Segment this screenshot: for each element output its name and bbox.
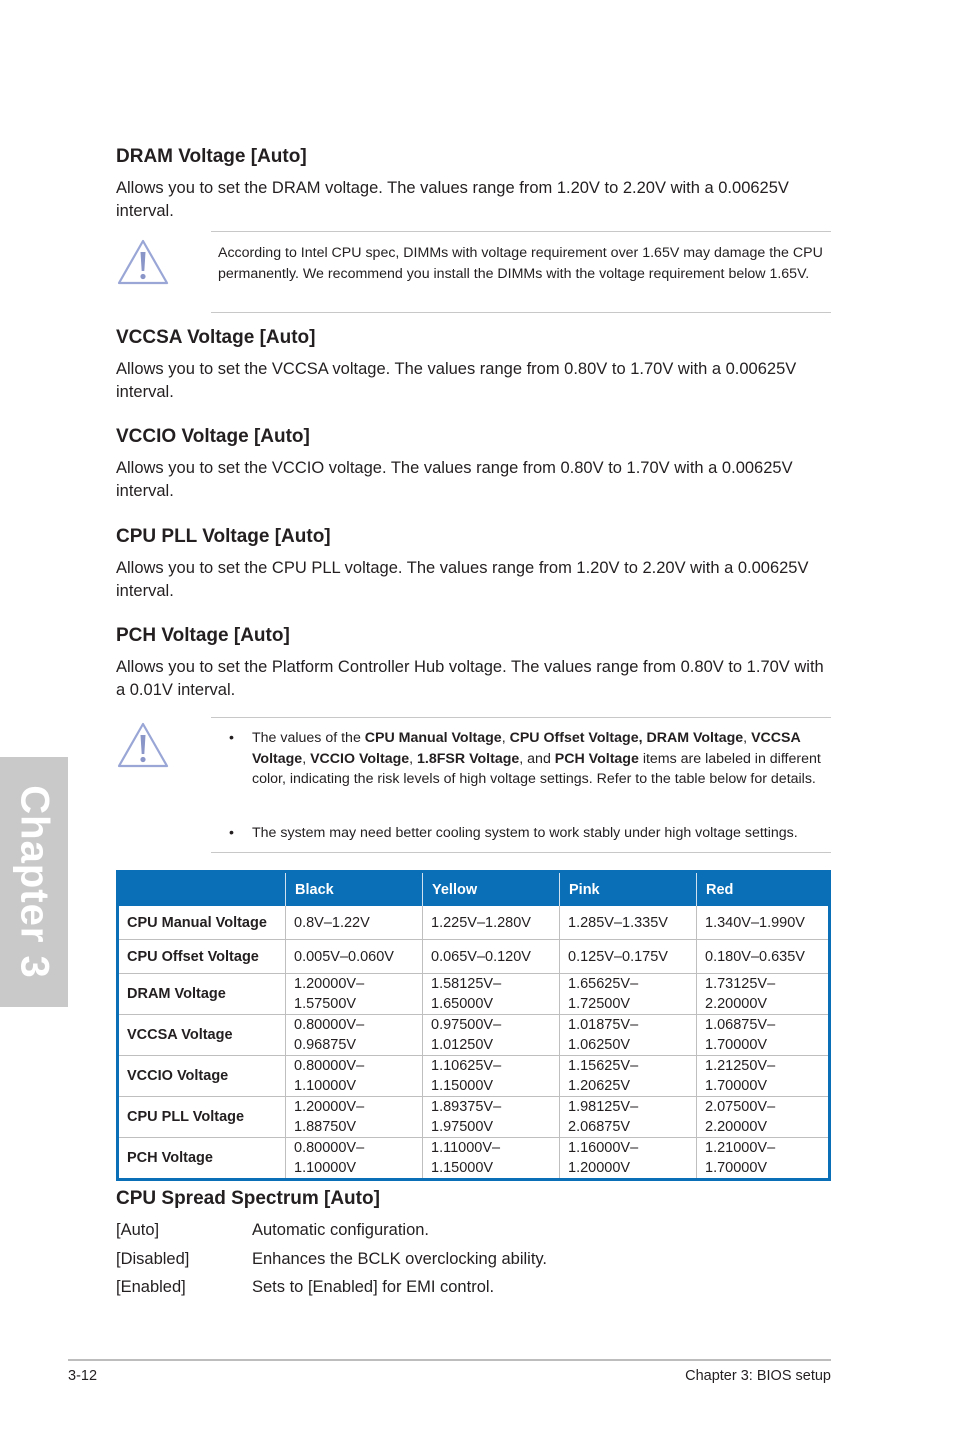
cpu-spread-spectrum-heading: CPU Spread Spectrum [Auto] bbox=[116, 1188, 380, 1209]
table-cell: 0.065V–0.120V bbox=[423, 940, 560, 974]
warning-triangle-icon bbox=[116, 721, 170, 769]
table-cell: 1.16000V– 1.20000V bbox=[560, 1138, 697, 1178]
table-row bbox=[119, 906, 828, 940]
table-header-cell bbox=[119, 873, 286, 906]
bullet-1: • bbox=[229, 730, 234, 746]
row-label: VCCSA Voltage bbox=[119, 1015, 286, 1056]
dram-voltage-description: Allows you to set the DRAM voltage. The values range from 1.20V to 2.20V with a 0.00625V interval. bbox=[116, 179, 789, 220]
table-row bbox=[119, 974, 828, 1015]
row-label: CPU PLL Voltage bbox=[119, 1097, 286, 1138]
table-cell: 2.07500V– 2.20000V bbox=[697, 1097, 828, 1138]
row-label: CPU Manual Voltage bbox=[119, 906, 286, 940]
table-cell: 1.58125V– 1.65000V bbox=[423, 974, 560, 1015]
cpu-pll-voltage-heading: CPU PLL Voltage [Auto] bbox=[116, 526, 331, 547]
note-dimm-voltage-text: According to Intel CPU spec, DIMMs with voltage requirement over 1.65V may damage the CPU permanently. We recommend you install the DIMMs with the voltage requirement below 1.65V. bbox=[218, 245, 823, 282]
row-label: PCH Voltage bbox=[119, 1138, 286, 1178]
note-strong-part: VCCIO Voltage bbox=[310, 750, 410, 767]
vccsa-voltage-heading: VCCSA Voltage [Auto] bbox=[116, 327, 316, 348]
note-strong-part: 1.8FSR Voltage bbox=[417, 750, 520, 767]
note-dimm-voltage bbox=[211, 231, 831, 313]
note-strong-part: CPU Offset Voltage, DRAM Voltage bbox=[509, 730, 744, 746]
option-description: Automatic configuration. bbox=[252, 1221, 430, 1239]
note-text-part: items are labeled in different color, indicating the risk levels of high voltage settings. Refer to the table below for details. bbox=[252, 750, 821, 787]
table-cell: 1.15625V– 1.20625V bbox=[560, 1056, 697, 1097]
row-label: VCCIO Voltage bbox=[119, 1056, 286, 1097]
chapter-tab-label: Chapter 3 bbox=[12, 785, 57, 979]
bullet-2: • bbox=[229, 825, 234, 841]
warning-triangle-icon bbox=[116, 238, 170, 286]
footer-chapter-title: Chapter 3: BIOS setup bbox=[685, 1368, 831, 1384]
table-cell: 1.98125V– 2.06875V bbox=[560, 1097, 697, 1138]
pch-voltage-heading: PCH Voltage [Auto] bbox=[116, 625, 290, 646]
table-cell: 1.285V–1.335V bbox=[560, 906, 697, 940]
note-strong-part: VCCSA Voltage bbox=[252, 730, 801, 767]
table-cell: 0.80000V– 0.96875V bbox=[286, 1015, 423, 1056]
note-bullet-colors bbox=[252, 728, 832, 790]
footer-divider bbox=[68, 1359, 831, 1361]
chapter-side-tab bbox=[0, 757, 68, 1007]
table-cell: 0.005V–0.060V bbox=[286, 940, 423, 974]
table-header-cell: Red bbox=[697, 873, 828, 906]
table-cell: 1.20000V– 1.57500V bbox=[286, 974, 423, 1015]
table-cell: 1.89375V– 1.97500V bbox=[423, 1097, 560, 1138]
table-cell: 1.21000V– 1.70000V bbox=[697, 1138, 828, 1178]
note-strong-part: CPU Manual Voltage bbox=[364, 730, 502, 746]
pch-voltage-description: Allows you to set the Platform Controller Hub voltage. The values range from 0.80V to 1.70V with a 0.01V interval. bbox=[116, 658, 824, 699]
table-cell: 1.06875V– 1.70000V bbox=[697, 1015, 828, 1056]
table-header-cell: Black bbox=[286, 873, 423, 906]
dram-voltage-heading: DRAM Voltage [Auto] bbox=[116, 146, 307, 167]
table-header-row bbox=[119, 873, 828, 906]
table-cell: 1.340V–1.990V bbox=[697, 906, 828, 940]
note-voltage-colors bbox=[211, 717, 831, 853]
page-number: 3-12 bbox=[68, 1368, 98, 1384]
table-cell: 1.20000V– 1.88750V bbox=[286, 1097, 423, 1138]
table-cell: 1.11000V– 1.15000V bbox=[423, 1138, 560, 1178]
table-cell: 0.125V–0.175V bbox=[560, 940, 697, 974]
note-text-part: , bbox=[409, 750, 418, 767]
table-row bbox=[119, 1015, 828, 1056]
note-text-part: , bbox=[501, 730, 510, 746]
note-text-part: , bbox=[743, 730, 752, 746]
option-key: [Enabled] bbox=[116, 1278, 186, 1296]
table-cell: 1.01875V– 1.06250V bbox=[560, 1015, 697, 1056]
note-bullet-cooling: The system may need better cooling system to work stably under high voltage settings. bbox=[252, 825, 798, 841]
note-text-part: , and bbox=[519, 750, 555, 767]
note-text-part: , bbox=[302, 750, 311, 767]
table-row bbox=[119, 1056, 828, 1097]
table-header-cell: Yellow bbox=[423, 873, 560, 906]
option-key: [Disabled] bbox=[116, 1250, 190, 1268]
note-text-part: The values of the bbox=[252, 730, 365, 746]
table-cell: 0.80000V– 1.10000V bbox=[286, 1138, 423, 1178]
vccsa-voltage-description: Allows you to set the VCCSA voltage. The values range from 0.80V to 1.70V with a 0.00625V interval. bbox=[116, 360, 797, 401]
table-cell: 0.80000V– 1.10000V bbox=[286, 1056, 423, 1097]
table-cell: 1.73125V– 2.20000V bbox=[697, 974, 828, 1015]
table-header-cell: Pink bbox=[560, 873, 697, 906]
table-row bbox=[119, 1097, 828, 1138]
voltage-color-table bbox=[116, 870, 831, 1181]
table-cell: 0.180V–0.635V bbox=[697, 940, 828, 974]
option-description: Sets to [Enabled] for EMI control. bbox=[252, 1278, 495, 1296]
option-description: Enhances the BCLK overclocking ability. bbox=[252, 1250, 548, 1268]
table-cell: 1.65625V– 1.72500V bbox=[560, 974, 697, 1015]
vccio-voltage-description: Allows you to set the VCCIO voltage. The values range from 0.80V to 1.70V with a 0.00625V interval. bbox=[116, 459, 793, 500]
table-cell: 1.225V–1.280V bbox=[423, 906, 560, 940]
table-cell: 1.21250V– 1.70000V bbox=[697, 1056, 828, 1097]
option-key: [Auto] bbox=[116, 1221, 160, 1239]
table-cell: 0.97500V– 1.01250V bbox=[423, 1015, 560, 1056]
table-cell: 1.10625V– 1.15000V bbox=[423, 1056, 560, 1097]
row-label: DRAM Voltage bbox=[119, 974, 286, 1015]
table-cell: 0.8V–1.22V bbox=[286, 906, 423, 940]
table-row bbox=[119, 1138, 828, 1178]
vccio-voltage-heading: VCCIO Voltage [Auto] bbox=[116, 426, 310, 447]
cpu-pll-voltage-description: Allows you to set the CPU PLL voltage. The values range from 1.20V to 2.20V with a 0.00625V interval. bbox=[116, 559, 809, 600]
table-row bbox=[119, 940, 828, 974]
row-label: CPU Offset Voltage bbox=[119, 940, 286, 974]
note-strong-part: PCH Voltage bbox=[554, 750, 639, 767]
